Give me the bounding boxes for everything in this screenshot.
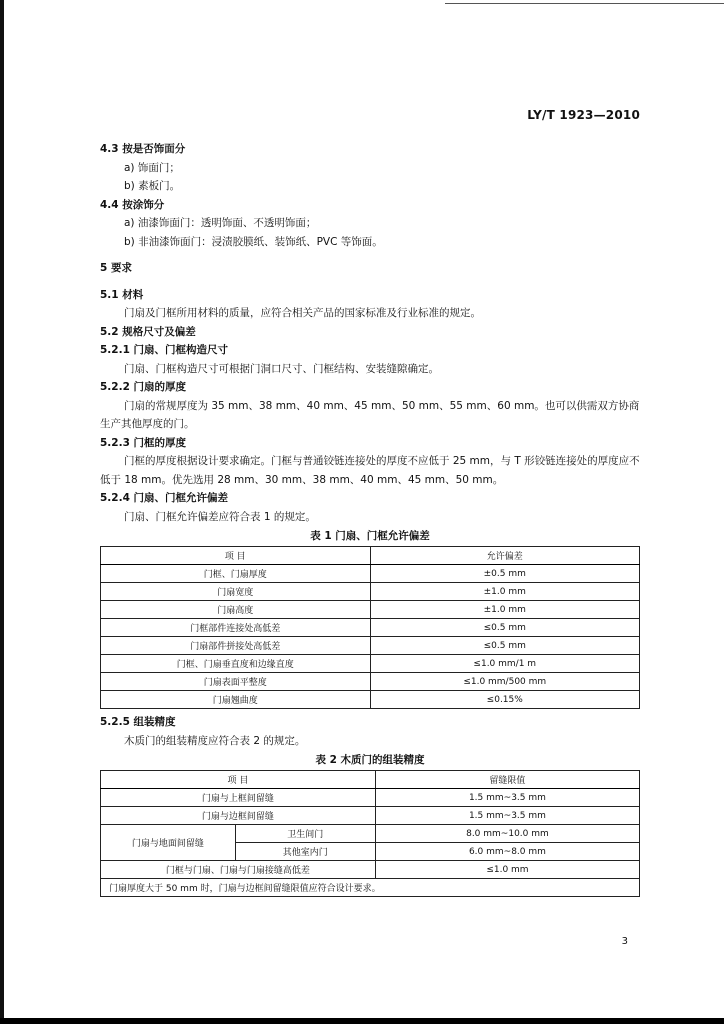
section-5-2-4-text: 门扇、门框允许偏差应符合表 1 的规定。: [124, 510, 316, 523]
table-2: [100, 770, 640, 897]
table-row: [101, 789, 640, 807]
header-rule: [445, 3, 724, 4]
table-row: [101, 601, 640, 619]
section-5-2-1-title: 5.2.1 门扇、门框构造尺寸: [100, 344, 229, 356]
page-number: 3: [621, 936, 628, 947]
table-cell: ≤1.0 mm/500 mm: [370, 673, 640, 691]
table-1: [100, 546, 640, 709]
table-cell: ±0.5 mm: [370, 565, 640, 583]
table-row: [101, 583, 640, 601]
table-cell: 门扇翘曲度: [101, 691, 371, 709]
table-row: [101, 637, 640, 655]
table-2-note: 门扇厚度大于 50 mm 时，门扇与边框间留缝限值应符合设计要求。: [101, 879, 640, 897]
table-cell: 门框部件连接处高低差: [101, 619, 371, 637]
table-row: [101, 565, 640, 583]
table-cell: 门框、门扇厚度: [101, 565, 371, 583]
table-1-caption: 表 1 门扇、门框允许偏差: [310, 530, 430, 542]
section-4-4-item-a: a) 油漆饰面门：透明饰面、不透明饰面；: [124, 217, 317, 229]
table-1-header-item: 项 目: [101, 547, 371, 565]
table-cell: ≤1.0 mm: [375, 861, 639, 879]
section-5-2-1-text: 门扇、门框构造尺寸可根据门洞口尺寸、门框结构、安装缝隙确定。: [124, 362, 439, 375]
section-4-4-item-b: b) 非油漆饰面门：浸渍胶膜纸、装饰纸、PVC 等饰面。: [124, 235, 383, 248]
section-5-title: 5 要求: [100, 262, 132, 274]
scan-edge-left: [0, 0, 4, 1024]
section-5-2-5-text: 木质门的组装精度应符合表 2 的规定。: [124, 734, 306, 747]
section-5-2-title: 5.2 规格尺寸及偏差: [100, 325, 196, 338]
table-cell: ≤1.0 mm/1 m: [370, 655, 640, 673]
table-cell: 卫生间门: [235, 825, 375, 843]
table-cell: 门框、门扇垂直度和边缘直度: [101, 655, 371, 673]
table-cell: 门扇与上框间留缝: [101, 789, 376, 807]
table-row: [101, 691, 640, 709]
section-4-3-title: 4.3 按是否饰面分: [100, 143, 186, 155]
section-5-2-5-title: 5.2.5 组装精度: [100, 716, 176, 728]
table-row: [101, 655, 640, 673]
scan-edge-bottom: [0, 1018, 724, 1024]
table-cell: 门扇与边框间留缝: [101, 807, 376, 825]
table-cell: 其他室内门: [235, 843, 375, 861]
section-4-4-title: 4.4 按涂饰分: [100, 198, 165, 211]
table-row: [101, 673, 640, 691]
table-cell: ±1.0 mm: [370, 583, 640, 601]
table-cell: 1.5 mm~3.5 mm: [375, 789, 639, 807]
section-4-3-item-b: b) 素板门。: [124, 180, 181, 192]
table-row: [101, 619, 640, 637]
table-2-header-item: 项 目: [101, 771, 376, 789]
table-note-row: [101, 879, 640, 897]
document-body: [100, 140, 640, 899]
table-cell: 门扇部件拼接处高低差: [101, 637, 371, 655]
table-cell: ±1.0 mm: [370, 601, 640, 619]
section-5-2-2-title: 5.2.2 门扇的厚度: [100, 381, 187, 393]
table-cell: 6.0 mm~8.0 mm: [375, 843, 639, 861]
table-cell: ≤0.15%: [370, 691, 640, 709]
section-5-2-4-title: 5.2.4 门扇、门框允许偏差: [100, 492, 229, 504]
section-4-3-item-a: a) 饰面门；: [124, 161, 180, 174]
section-5-2-2-text: 门扇的常规厚度为 35 mm、38 mm、40 mm、45 mm、50 mm、55 mm、60 mm。也可以供需双方协商生产其他厚度的门。: [100, 399, 640, 430]
section-5-1-text: 门扇及门框所用材料的质量，应符合相关产品的国家标准及行业标准的规定。: [124, 307, 481, 319]
table-row: [101, 825, 640, 843]
table-cell: 门扇表面平整度: [101, 673, 371, 691]
section-5-1-title: 5.1 材料: [100, 288, 144, 301]
table-cell: 门扇高度: [101, 601, 371, 619]
table-cell: 1.5 mm~3.5 mm: [375, 807, 639, 825]
table-cell: ≤0.5 mm: [370, 637, 640, 655]
section-5-2-3-text: 门框的厚度根据设计要求确定。门框与普通铰链连接处的厚度不应低于 25 mm，与 T 形铰链连接处的厚度应不低于 18 mm。优先选用 28 mm、30 mm、38 mm、40 mm、45 mm、50 mm。: [100, 455, 640, 486]
table-2-header-limit: 留缝限值: [375, 771, 639, 789]
standard-number: LY/T 1923—2010: [527, 108, 640, 122]
table-cell: ≤0.5 mm: [370, 619, 640, 637]
table-1-header-deviation: 允许偏差: [370, 547, 640, 565]
section-5-2-3-title: 5.2.3 门框的厚度: [100, 436, 187, 449]
table-row: [101, 807, 640, 825]
table-2-caption: 表 2 木质门的组装精度: [315, 754, 425, 766]
table-cell-group: 门扇与地面间留缝: [101, 825, 236, 861]
table-cell: 门扇宽度: [101, 583, 371, 601]
table-cell: 门框与门扇、门扇与门扇接缝高低差: [101, 861, 376, 879]
table-row: [101, 861, 640, 879]
table-cell: 8.0 mm~10.0 mm: [375, 825, 639, 843]
